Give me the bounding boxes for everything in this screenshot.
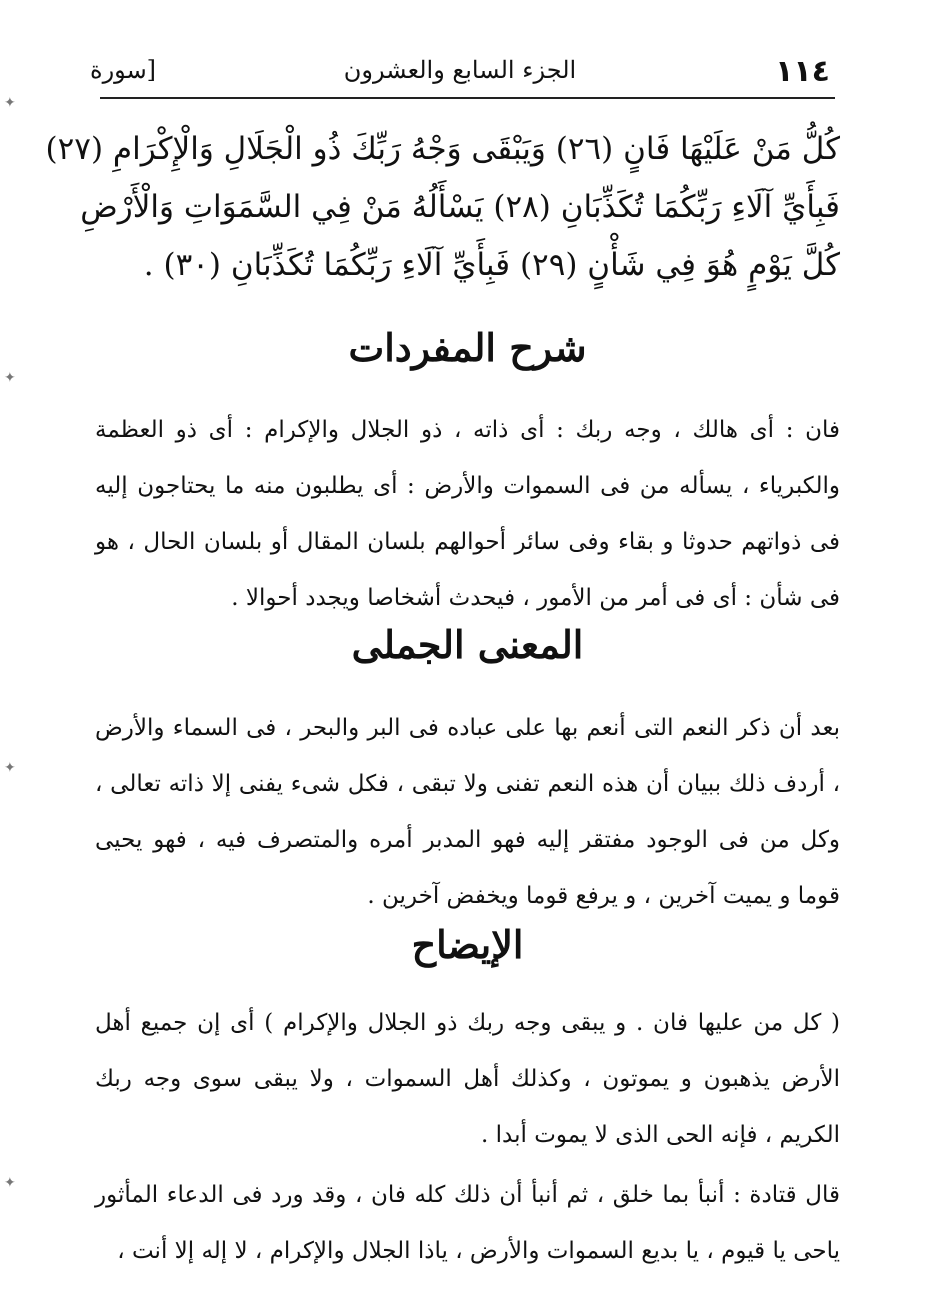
explanation-paragraph-2: قال قتادة : أنبأ بما خلق ، ثم أنبأ أن ذلك كله فان ، وقد ورد فى الدعاء المأثور ياحى يا قيوم ، يا بديع السموات والأرض ، ياذا الجلال والإكرام ، لا إله إلا أنت ، bbox=[95, 1182, 840, 1264]
vocabulary-heading: شرح المفردات bbox=[348, 325, 587, 370]
vocabulary-paragraph: فان : أى هالك ، وجه ربك : أى ذاته ، ذو الجلال والإكرام : أى ذو العظمة والكبرياء ، يسأله من فى السموات والأرض : أى يطلبون منه ما يحتاجون إليه فى ذواتهم حدوثا و بقاء وفى سائر أحوالهم بلسان المقال أو بلسان الحال ، هو فى شأن : أى فى أمر من الأمور ، فيحدث أشخاصا ويجدد أحوالا . bbox=[95, 417, 840, 611]
verse-line: كُلُّ مَنْ عَلَيْهَا فَانٍ (٢٦) وَيَبْقَى وَجْهُ رَبِّكَ ذُو الْجَلَالِ وَالْإِكْرَامِ (٢٧) bbox=[45, 131, 840, 167]
header-divider bbox=[100, 97, 835, 99]
page-header bbox=[90, 50, 830, 90]
scan-margin-marks bbox=[0, 0, 40, 1309]
verse-line: فَبِأَيِّ آلَاءِ رَبِّكُمَا تُكَذِّبَانِ (٢٨) يَسْأَلُهُ مَنْ فِي السَّمَوَاتِ وَالْأَرْضِ bbox=[80, 189, 840, 225]
surah-label: [سورة bbox=[90, 56, 157, 84]
margin-mark: ✦ bbox=[4, 370, 16, 386]
vocabulary-text bbox=[95, 402, 840, 626]
explanation-heading: الإيضاح bbox=[411, 922, 524, 967]
explanation-text bbox=[95, 995, 840, 1279]
verse-line: كُلَّ يَوْمٍ هُوَ فِي شَأْنٍ (٢٩) فَبِأَيِّ آلَاءِ رَبِّكُمَا تُكَذِّبَانِ (٣٠) . bbox=[143, 247, 840, 283]
explanation-paragraph-1: ( كل من عليها فان . و يبقى وجه ربك ذو الجلال والإكرام ) أى إن جميع أهل الأرض يذهبون و يموتون ، وكذلك أهل السموات ، ولا يبقى سوى وجه ربك الكريم ، فإنه الحى الذى لا يموت أبدا . bbox=[95, 1010, 840, 1148]
margin-mark: ✦ bbox=[4, 1175, 16, 1191]
overall-meaning-text bbox=[95, 700, 840, 924]
page-number: ١١٤ bbox=[775, 54, 830, 89]
running-title: الجزء السابع والعشرون bbox=[343, 56, 577, 84]
overall-meaning-heading: المعنى الجملى bbox=[351, 622, 584, 667]
margin-mark: ✦ bbox=[4, 95, 16, 111]
quran-verses bbox=[45, 120, 840, 294]
margin-mark: ✦ bbox=[4, 760, 16, 776]
overall-meaning-paragraph: بعد أن ذكر النعم التى أنعم بها على عباده فى البر والبحر ، فى السماء والأرض ، أردف ذلك ببيان أن هذه النعم تفنى ولا تبقى ، فكل شىء يفنى إلا ذاته تعالى ، وكل من فى الوجود مفتقر إليه فهو المدبر أمره والمتصرف فيه ، فهو يحيى قوما و يميت آخرين ، و يرفع قوما ويخفض آخرين . bbox=[95, 715, 840, 909]
